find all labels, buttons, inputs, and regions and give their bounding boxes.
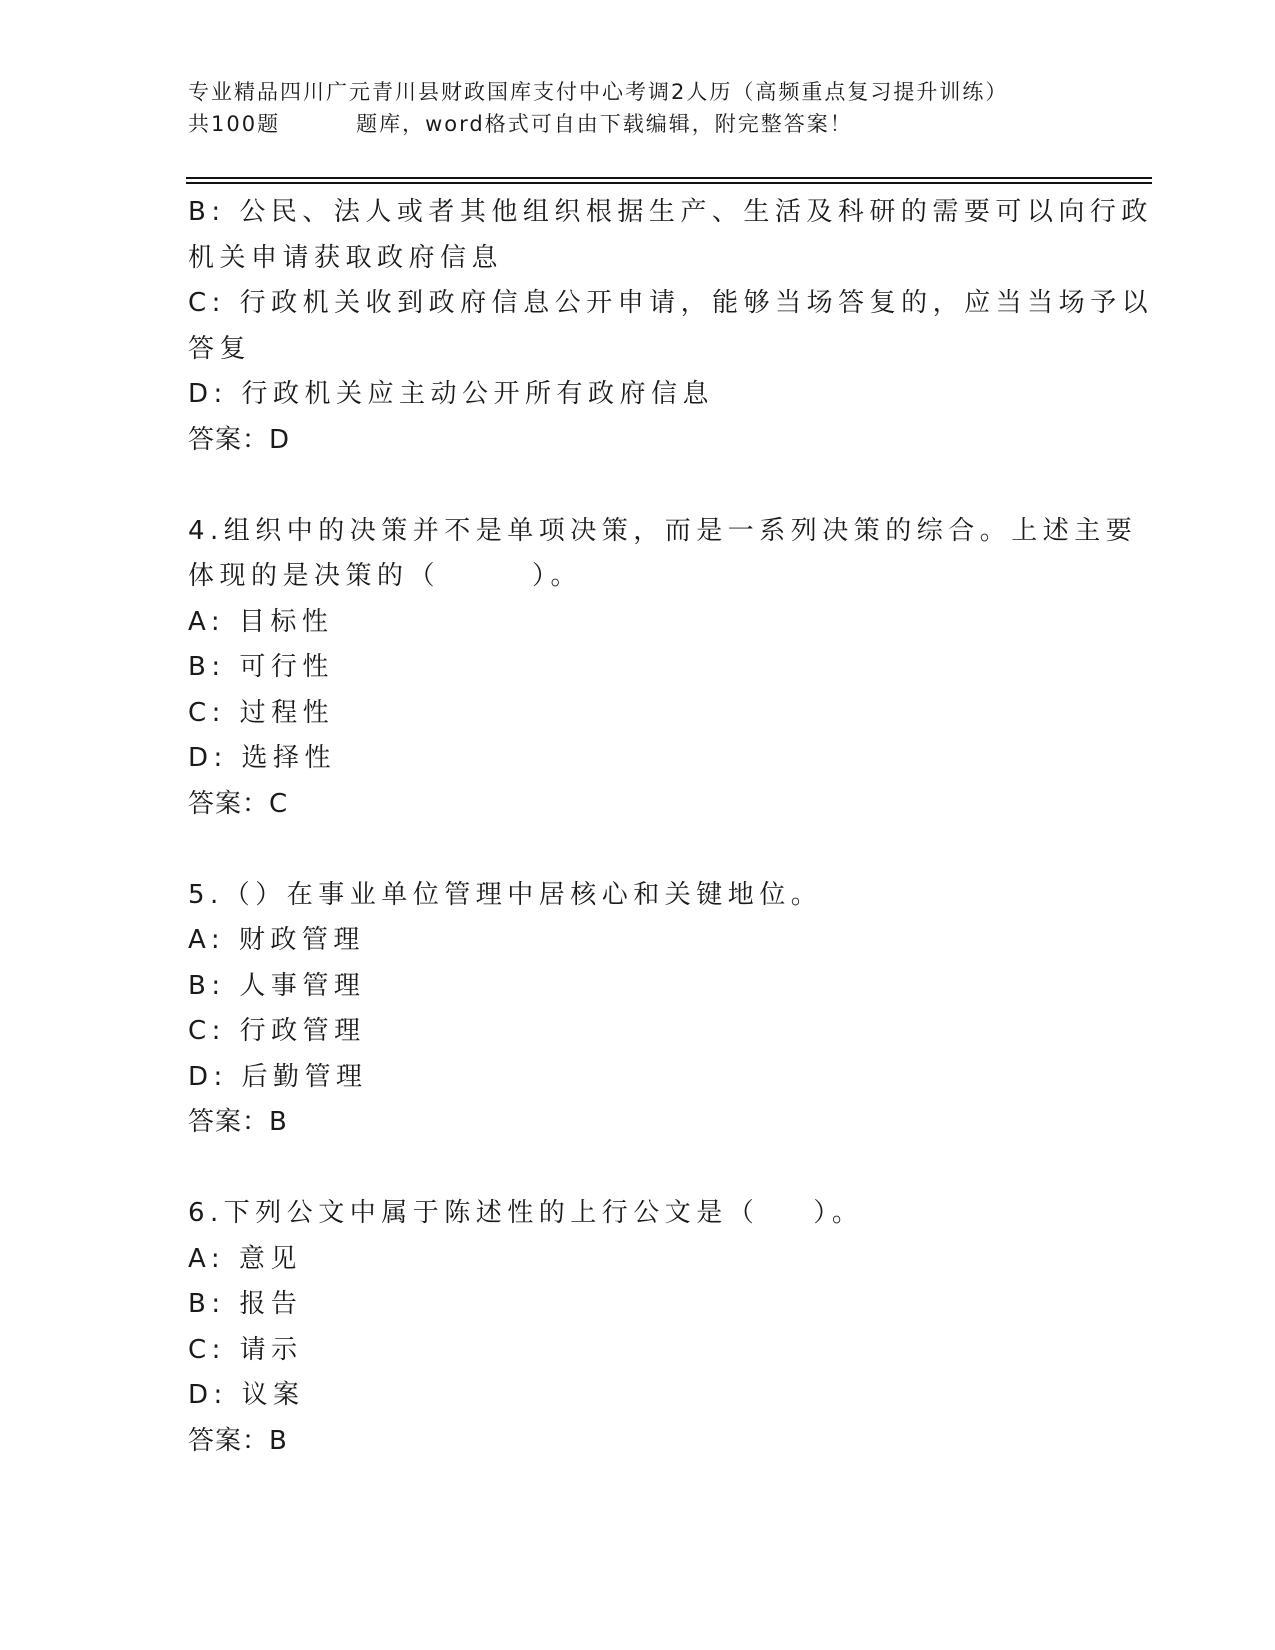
option-d: D: 选择性 [188, 743, 337, 773]
question-3-partial [188, 190, 1154, 463]
option-b: B: 人事管理 [188, 970, 366, 1001]
option-b: B: 可行性 [188, 652, 334, 682]
question-5 [188, 873, 1088, 1146]
option-a: A: 目标性 [188, 606, 334, 637]
question-stem: 5.（）在事业单位管理中居核心和关键地位。 [188, 879, 823, 910]
option-c-line2: 答复 [188, 333, 252, 364]
header-description: 题库，word格式可自由下载编辑，附完整答案！ [356, 112, 853, 136]
answer: 答案：D [188, 424, 291, 455]
page-header [188, 76, 1148, 140]
option-b: B: 报告 [188, 1289, 303, 1319]
answer: 答案：B [188, 1107, 288, 1137]
header-title-line2 [188, 108, 1148, 140]
option-c-line1: C: 行政机关收到政府信息公开申请，能够当场答复的，应当当场予以 [188, 288, 1154, 318]
option-a: A: 财政管理 [188, 925, 365, 955]
option-b-line2: 机关申请获取政府信息 [188, 242, 504, 273]
answer: 答案：B [188, 1425, 288, 1456]
question-4 [188, 509, 1138, 828]
option-c: C: 行政管理 [188, 1016, 366, 1046]
question-list [188, 190, 1154, 1464]
option-d: D: 行政机关应主动公开所有政府信息 [188, 379, 715, 409]
option-c: C: 请示 [188, 1334, 303, 1365]
answer: 答案：C [188, 788, 289, 819]
question-6 [188, 1191, 1088, 1464]
option-a: A: 意见 [188, 1243, 302, 1274]
header-rule-bottom [186, 182, 1152, 184]
header-title-line1: 专业精品四川广元青川县财政国库支付中心考调2人历（高频重点复习提升训练） [188, 80, 1009, 104]
header-question-count: 共100题 [188, 112, 281, 136]
question-stem-line2: 体现的是决策的（ ）。 [188, 561, 583, 591]
option-c: C: 过程性 [188, 697, 335, 728]
option-b-line1: B: 公民、法人或者其他组织根据生产、生活及科研的需要可以向行政 [188, 197, 1153, 227]
question-stem: 6.下列公文中属于陈述性的上行公文是（ ）。 [188, 1198, 864, 1228]
option-d: D: 后勤管理 [188, 1061, 368, 1092]
question-stem-line1: 4.组织中的决策并不是单项决策，而是一系列决策的综合。上述主要 [188, 515, 1138, 546]
header-rule-top [186, 177, 1152, 179]
option-d: D: 议案 [188, 1380, 305, 1410]
